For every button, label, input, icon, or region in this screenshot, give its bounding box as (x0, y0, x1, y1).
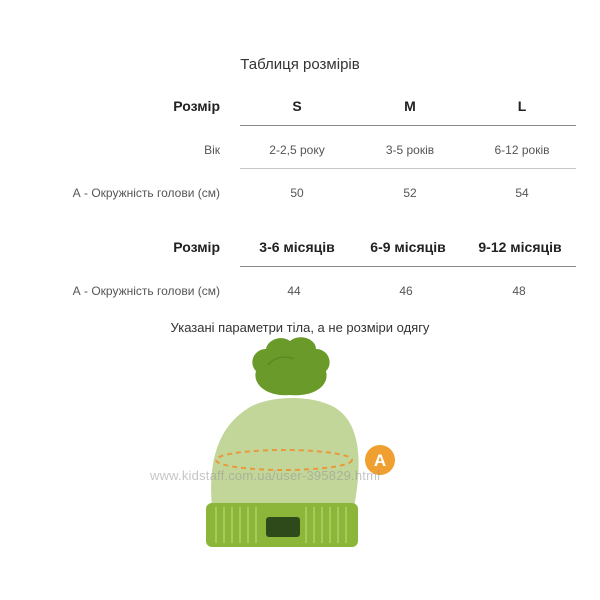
table1-header-col-s: S (292, 98, 302, 114)
table2-header-label: Розмір (173, 239, 220, 255)
table1-header-label: Розмір (173, 98, 220, 114)
svg-text:A: A (373, 451, 387, 470)
table2-header-col-3-6: 3-6 місяців (259, 239, 335, 255)
table2-row-head-label: А - Окружність голови (см) (72, 284, 220, 298)
table1-header-col-m: M (404, 98, 416, 114)
hat-body (211, 398, 359, 507)
table2-header-col-6-9: 6-9 місяців (370, 239, 446, 255)
table1-age-s: 2-2,5 року (269, 143, 325, 157)
table1-row-divider (240, 168, 576, 169)
beanie-illustration (190, 335, 410, 565)
hat-cuff (206, 503, 358, 547)
watermark: www.kidstaff.com.ua/user-395829.html (150, 468, 381, 483)
table2-header-divider (240, 266, 576, 267)
table2-head-6-9: 46 (399, 284, 413, 298)
table1-age-l: 6-12 років (494, 143, 550, 157)
brand-patch (266, 517, 300, 537)
table2-head-9-12: 48 (512, 284, 526, 298)
pompom-icon (252, 337, 329, 395)
table1-head-l: 54 (515, 186, 529, 200)
body-measurements-note: Указані параметри тіла, а не розміри одягу (170, 320, 430, 335)
table2-head-3-6: 44 (287, 284, 301, 298)
table1-age-m: 3-5 років (385, 143, 435, 157)
size-table-title: Таблиця розмірів (240, 56, 360, 73)
table1-header-col-l: L (517, 98, 527, 114)
table1-head-m: 52 (403, 186, 417, 200)
table1-head-s: 50 (290, 186, 304, 200)
table1-header-divider (240, 125, 576, 126)
table1-row-age-label: Вік (204, 143, 220, 157)
table1-row-head-label: А - Окружність голови (см) (72, 186, 220, 200)
table2-header-col-9-12: 9-12 місяців (478, 239, 562, 255)
